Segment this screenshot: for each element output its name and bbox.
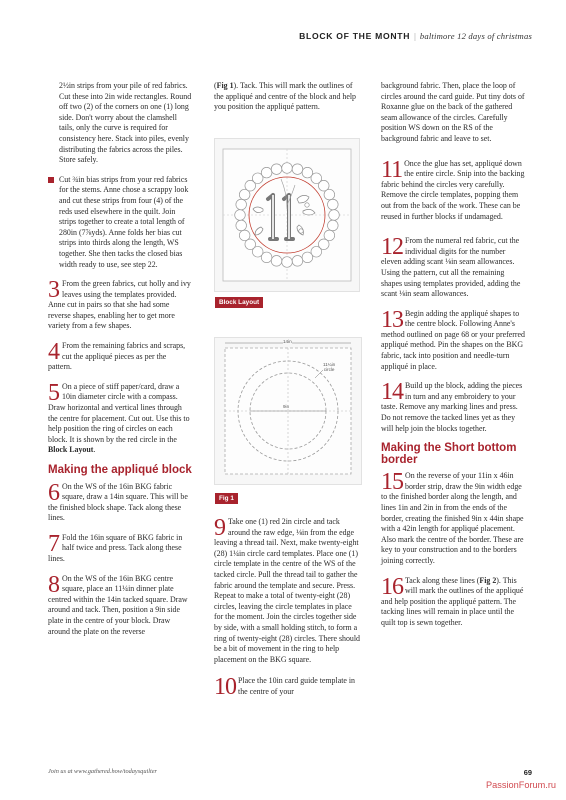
ring-circle [236, 199, 247, 210]
step-text-end: ). This will mark the outlines of the appliqué and help position the appliqué pattern. The tacking lines will remain in place until the quilt top is sewn together. [381, 575, 524, 627]
step-8 [48, 571, 192, 638]
step-16 [381, 573, 525, 629]
step-text: On a piece of stiff paper/card, draw a 10in diameter circle with a compass. Draw horizontal and vertical lines through the centre for placement. Cut out. Use this to help position the ring of circles on each block. It is shown by the red circle in the [48, 381, 190, 444]
column-2 [214, 81, 362, 122]
step-number: 13 [381, 306, 403, 333]
fig2-ref: Fig 2 [479, 575, 497, 585]
step-number: 4 [48, 339, 60, 366]
step-text: Tack along these lines ( [405, 575, 480, 585]
block-layout-figure [214, 138, 360, 306]
col3-intro: background fabric. Then, place the loop of circles around the card guide. Put tiny dots of Roxanne glue on the back of the gathered seam allowance of the circles. Carefully position WS down on the RS of the background fabric and leave to set. [381, 81, 525, 143]
step-9 [214, 517, 362, 665]
section-heading: Making the appliqué block [48, 464, 192, 476]
step-number: 10 [214, 674, 236, 701]
step-text: From the numeral red fabric, cut the individual digits for the number eleven adding scant ⅛in seam allowances. Using the pattern, cut all the remaining shapes using templates provided, adding the scant ⅛in seam allowances. [381, 236, 521, 299]
block-layout-tag: Block Layout [215, 297, 263, 308]
intro-paren: ( [214, 81, 217, 90]
fig1-diagram [215, 338, 361, 484]
fig1-ref: Fig 1 [216, 81, 234, 90]
step-10 [214, 674, 362, 701]
step-text: Take one (1) red 2in circle and tack around the raw edge, ⅛in from the edge leaving a thread tail. Next, make twenty-eight (28) 1¼in circle card templates. Place one (1) circle template in the centre of the WS of the tacked circle. Pull the thread tail to gather the fabric around the template and secure. Press. Repeat to make a total of twenty-eight (28) circles, leaving the circle templates in place for the moment. Join the circles together side by side, with a small holding stitch, to form a ring of twenty-eight (28) circles. There should be a bit of movement in the ring to help placement on the BKG square. [214, 517, 361, 664]
step-14 [381, 381, 525, 434]
section-heading: Making the Short bottom border [381, 442, 517, 466]
bias-strips-bullet [48, 175, 192, 270]
ring-circle [271, 164, 282, 175]
step-text: On the WS of the 16in BKG fabric square, draw a 14in square. This will be the finished block shape. Tack along these lines. [48, 481, 188, 523]
ring-circle [324, 189, 335, 200]
column-3 [381, 81, 525, 638]
step-7 [48, 530, 192, 565]
fig1-tag: Fig 1 [215, 493, 238, 504]
step-text: From the green fabrics, cut holly and ivy leaves using the templates provided. Anne cut in pairs so that she had some reverse shapes, enabling her to get more variety from a few shapes. [48, 279, 191, 331]
step-number: 3 [48, 277, 60, 304]
fig1-circle-size: 11¼in [323, 362, 336, 367]
ring-circle [239, 230, 250, 241]
bullet-square-icon [48, 177, 54, 183]
step-text: Place the 10in card guide template in the centre of your [238, 676, 356, 696]
col2-intro [214, 81, 362, 113]
ring-circle [261, 167, 272, 178]
step-number: 7 [48, 530, 60, 557]
col1-intro: 2½in strips from your pile of red fabrics. Cut these into 2in wide rectangles. Round off two (2) of the corners on one (1) long side. Don't worry about the clamshell tails, only the curve is required for consistency here. Stack into piles, evenly distributing the fabrics across the piles. Store safely. [59, 81, 192, 165]
ring-circle [282, 257, 293, 268]
series-title: baltimore 12 days of christmas [419, 31, 532, 41]
ring-circle [236, 220, 247, 231]
running-header [299, 31, 532, 41]
fig1-14in-label: 14in [283, 339, 292, 344]
intro-text: ). Tack. This will mark the outlines of the appliqué and centre of the block and help you position the appliqué pattern. [214, 81, 356, 112]
step-number: 9 [214, 515, 226, 541]
step-12 [381, 236, 525, 300]
ring-circle [292, 164, 303, 175]
step-number: 12 [381, 234, 403, 261]
step-text: From the remaining fabrics and scraps, cut the appliqué pieces as per the pattern. [48, 341, 186, 372]
step-number: 16 [381, 573, 403, 600]
column-1 [48, 81, 192, 646]
step-number: 11 [381, 156, 403, 183]
ring-circle [302, 252, 313, 263]
step-11 [381, 156, 525, 223]
page-number: 69 [523, 768, 532, 777]
watermark: PassionForum.ru [486, 780, 556, 790]
step-text: On the reverse of your 11in x 46in border strip, draw the 9in width edge to the finished border along the length, and lines 1in and 2in in from the ends of the border, creating the finished 9in x 44in shape with a 42in length for appliqué placement. Also mark the centre of the border. These are key to your construction and to the borders joining correctly. [381, 471, 524, 565]
block-layout-illustration [215, 139, 359, 291]
ring-circle [282, 163, 293, 174]
column-2-lower [214, 517, 362, 707]
ring-circle [328, 220, 339, 231]
step-text-end: . [93, 445, 96, 455]
footer-website: Join us at www.gathered.how/todaysquilter [48, 768, 157, 775]
fig1-circle-label [323, 362, 335, 373]
step-number: 8 [48, 571, 60, 598]
header-separator: | [414, 31, 416, 41]
step-text: Fold the 16in square of BKG fabric in half twice and press. Tack along these lines. [48, 532, 183, 564]
step-text: Build up the block, adding the pieces in turn and any embroidery to your taste. Remove any marking lines and press. Do not remove the tacked lines yet as they will help join the blocks together. [381, 381, 523, 433]
step-number: 15 [381, 469, 403, 496]
section-title: BLOCK OF THE MONTH [299, 31, 411, 41]
step-text: Begin adding the appliqué shapes to the centre block. Following Anne's method outlined on page 68 or your preferred appliqué method. Pin the shapes on the BKG fabric, tack into position and needle-turn appliqué in place. [381, 308, 525, 371]
step-number: 5 [48, 379, 60, 406]
step-text: Once the glue has set, appliqué down the entire circle. Snip into the backing fabric behind the circles very carefully. Remove the circle templates, popping them out from the back of the work. These can be reused in further blocks if undamaged. [381, 158, 525, 221]
step-3 [48, 279, 192, 332]
ring-circle [329, 210, 340, 221]
step-4 [48, 341, 192, 373]
ring-circle [235, 210, 246, 221]
fig1-9in-label: 9in [283, 404, 290, 409]
step-13 [381, 306, 525, 373]
fig1-circle-word: circle [323, 367, 335, 373]
step-text: On the WS of the 16in BKG centre square, place an 11¼in dinner plate centred within the 14in tacked square. Draw around and tack. Then, position a 9in side plate in the centre of your block. Draw around the plate on the reverse [48, 573, 188, 636]
step-number: 6 [48, 479, 60, 506]
ring-circle [271, 256, 282, 267]
fig1-figure [214, 337, 362, 502]
step-number: 14 [381, 379, 403, 406]
bullet-text: Cut ¾in bias strips from your red fabrics for the stems. Anne chose a scrappy look and cut these strips from four (4) of the reds used elsewhere in the quilt. Join strips together to create a total length of 280in (7⅞yds). Anne folds her bias cut strips into thirds along the length, WS together. She then tacks the closed bias width ready to use, see step 22. [59, 174, 189, 269]
ring-circle [328, 199, 339, 210]
block-layout-ref: Block Layout [48, 445, 94, 455]
ring-circle [292, 256, 303, 267]
step-5 [48, 379, 192, 456]
step-15 [381, 471, 525, 566]
step-6 [48, 479, 192, 524]
